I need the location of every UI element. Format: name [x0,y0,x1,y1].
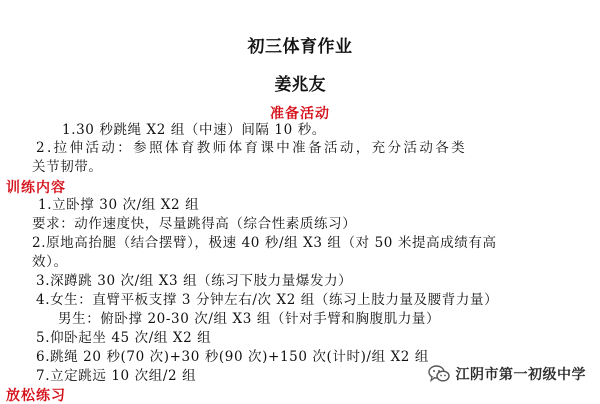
train-line-1: 1.立卧撑 30 次/组 X2 组 [38,197,200,213]
watermark-text: 江阴市第一初级中学 [455,367,586,383]
account-watermark [428,364,587,384]
train-line-4: 效）。 [32,254,68,270]
train-line-2: 要求：动作速度快，尽量跳得高（综合性素质练习） [32,216,357,232]
train-line-6: 4.女生：直臂平板支撑 3 分钟左右/次 X2 组（练习上肢力量及腰背力量） [36,292,499,308]
train-line-10: 7.立定跳远 10 次组/2 组 [36,368,197,384]
document-title: 初三体育作业 [247,37,353,57]
train-line-9: 6.跳绳 20 秒(70 次)+30 秒(90 次)+150 次(计时)/组 X2 组 [36,349,429,365]
author-name: 姜兆友 [274,75,326,95]
wechat-icon [428,365,450,383]
train-line-8: 5.仰卧起坐 45 次/组 X2 组 [36,330,212,346]
prep-heading: 准备活动 [270,106,330,122]
train-line-3: 2.原地高抬腿（结合摆臂），极速 40 秒/组 X3 组（对 50 米提高成绩有高 [32,235,497,251]
train-line-5: 3.深蹲跳 30 次/组 X3 组（练习下肢力量爆发力） [36,273,353,289]
prep-line-2: 2.拉伸活动：参照体育教师体育课中准备活动，充分活动各类 [36,140,468,156]
prep-line-1: 1.30 秒跳绳 X2 组（中速）间隔 10 秒。 [62,122,326,138]
relax-heading: 放松练习 [6,388,66,404]
prep-line-3: 关节韧带。 [32,159,103,175]
train-line-7: 男生：俯卧撑 20-30 次/组 X3 组（针对手臂和胸腹肌力量） [58,311,441,327]
train-heading: 训练内容 [6,180,66,196]
